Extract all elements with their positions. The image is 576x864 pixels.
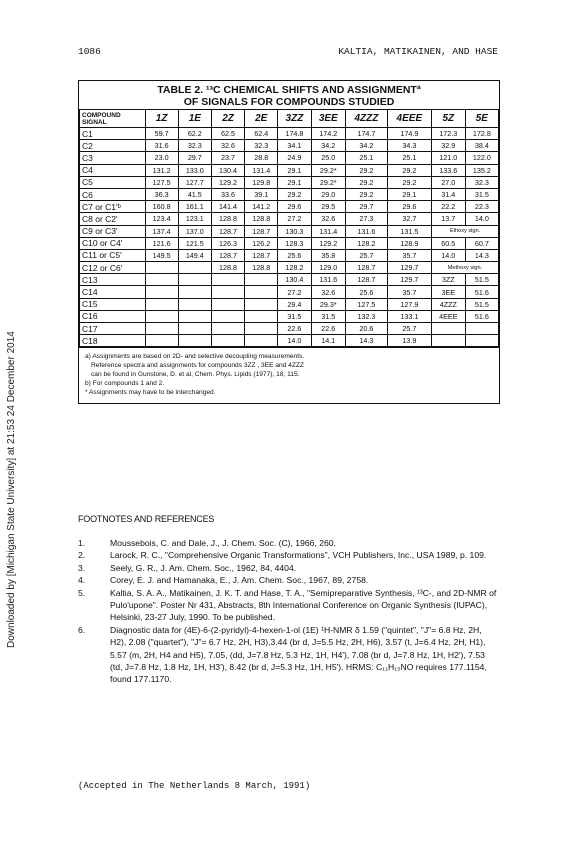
table-cell: 130.4 bbox=[278, 274, 311, 286]
table-cell: 35.7 bbox=[387, 249, 431, 261]
table-cell: 34.3 bbox=[387, 140, 431, 152]
reference-item bbox=[78, 624, 498, 686]
reference-item bbox=[78, 562, 498, 574]
reference-number: 1. bbox=[78, 538, 86, 548]
table-cell: 27.3 bbox=[346, 213, 388, 225]
table-cell bbox=[178, 298, 211, 310]
table-cell: 29.6 bbox=[387, 201, 431, 213]
table-title-line2: OF SIGNALS FOR COMPOUNDS STUDIED bbox=[183, 96, 395, 108]
table-row bbox=[80, 249, 499, 261]
table-cell: 122.0 bbox=[465, 152, 498, 164]
table-cell: 149.5 bbox=[145, 249, 178, 261]
table-cell: 131.6 bbox=[311, 274, 346, 286]
table-cell bbox=[145, 310, 178, 322]
column-header: 4EEE bbox=[387, 110, 431, 128]
table-cell: 131.2 bbox=[145, 164, 178, 176]
table-cell: 128.7 bbox=[245, 225, 278, 237]
table-cell: 29.1 bbox=[278, 176, 311, 188]
table-cell: 172.8 bbox=[465, 128, 498, 140]
reference-number: 4. bbox=[78, 575, 86, 586]
table-cell: 32.3 bbox=[178, 140, 211, 152]
table-cell: 29.6 bbox=[278, 201, 311, 213]
table-cell bbox=[178, 274, 211, 286]
table-cell: 123.1 bbox=[178, 213, 211, 225]
table-cell: 60.7 bbox=[465, 237, 498, 249]
table-cell: 128.2 bbox=[278, 262, 311, 274]
table-cell bbox=[211, 310, 244, 322]
table-cell: 36.3 bbox=[145, 188, 178, 200]
table-cell: 29.2* bbox=[311, 176, 346, 188]
table-cell: 3ZZ bbox=[431, 274, 465, 286]
table-cell: 22.6 bbox=[278, 323, 311, 335]
table-cell bbox=[145, 274, 178, 286]
table-cell: 39.1 bbox=[245, 188, 278, 200]
table-cell: 135.2 bbox=[465, 164, 498, 176]
corner-header bbox=[80, 110, 146, 128]
table-cell: 133.6 bbox=[431, 164, 465, 176]
signal-label: C18 bbox=[80, 335, 146, 347]
table-cell: 174.2 bbox=[311, 128, 346, 140]
table-cell: 131.5 bbox=[387, 225, 431, 237]
table-cell: 51.5 bbox=[465, 298, 498, 310]
table-cell bbox=[245, 335, 278, 347]
signal-label: C6 bbox=[80, 188, 146, 200]
signal-label: C12 or C6' bbox=[80, 262, 146, 274]
table-cell: 29.7 bbox=[178, 152, 211, 164]
column-header: 3ZZ bbox=[278, 110, 311, 128]
column-header: 3EE bbox=[311, 110, 346, 128]
reference-number: 6. bbox=[78, 624, 86, 635]
table-cell: 41.5 bbox=[178, 188, 211, 200]
table-cell: 126.2 bbox=[245, 237, 278, 249]
table-row bbox=[80, 310, 499, 322]
table-cell: 29.0 bbox=[311, 188, 346, 200]
table-cell: 128.7 bbox=[211, 225, 244, 237]
signal-label: C11 or C5' bbox=[80, 249, 146, 261]
table-cell: 123.4 bbox=[145, 213, 178, 225]
accepted-date: (Accepted in The Netherlands 8 March, 1991) bbox=[78, 781, 311, 791]
table-cell: 127.7 bbox=[178, 176, 211, 188]
column-header: 2E bbox=[245, 110, 278, 128]
table-cell: 29.1 bbox=[278, 164, 311, 176]
signal-label: C13 bbox=[80, 274, 146, 286]
table-cell: 14.0 bbox=[465, 213, 498, 225]
column-header: 5E bbox=[465, 110, 498, 128]
table-notes bbox=[79, 347, 499, 403]
signal-label: C1 bbox=[80, 128, 146, 140]
table-cell: 14.0 bbox=[431, 249, 465, 261]
table-row bbox=[80, 176, 499, 188]
reference-number: 2. bbox=[78, 550, 86, 561]
table-title-line1: TABLE 2. ¹³C CHEMICAL SHIFTS AND ASSIGNMENTª bbox=[157, 84, 421, 96]
signal-label: C14 bbox=[80, 286, 146, 298]
table-2 bbox=[78, 80, 500, 404]
table-cell: 31.4 bbox=[431, 188, 465, 200]
table-cell: 29.2* bbox=[311, 164, 346, 176]
table-cell: 141.4 bbox=[211, 201, 244, 213]
table-cell: 27.0 bbox=[431, 176, 465, 188]
table-cell: 128.8 bbox=[211, 213, 244, 225]
signal-label: C8 or C2' bbox=[80, 213, 146, 225]
table-cell: 131.6 bbox=[346, 225, 388, 237]
table-cell: 25.1 bbox=[387, 152, 431, 164]
table-row bbox=[80, 213, 499, 225]
reference-text: Kaltia, S. A. A., Matikainen, J. K. T. and Hase, T. A., "Semipreparative Synthesis, ¹³C-, and 2D-NMR of Pulo'upone". Poster Nr 431, Abstracts, 8th International Conference on Organic Synthesis (IUPAC), Helsinki, 23-27 July, 1990. To be published. bbox=[110, 587, 497, 623]
table-cell bbox=[211, 298, 244, 310]
table-cell: 62.4 bbox=[245, 128, 278, 140]
table-cell: 33.6 bbox=[211, 188, 244, 200]
column-header: 2Z bbox=[211, 110, 244, 128]
signal-label: C16 bbox=[80, 310, 146, 322]
table-cell: 137.4 bbox=[145, 225, 178, 237]
table-cell: 14.0 bbox=[278, 335, 311, 347]
table-body bbox=[80, 128, 499, 347]
table-cell: 32.9 bbox=[431, 140, 465, 152]
table-row bbox=[80, 286, 499, 298]
signal-label: C7 or C1'ᵇ bbox=[80, 201, 146, 213]
table-cell: 128.8 bbox=[245, 213, 278, 225]
table-cell: 62.5 bbox=[211, 128, 244, 140]
table-cell: 22.2 bbox=[431, 201, 465, 213]
table-cell: 130.4 bbox=[211, 164, 244, 176]
table-cell: 29.2 bbox=[346, 164, 388, 176]
table-cell: 27.2 bbox=[278, 213, 311, 225]
table-cell: 29.2 bbox=[387, 164, 431, 176]
table-cell bbox=[178, 262, 211, 274]
table-cell: 129.2 bbox=[311, 237, 346, 249]
table-cell bbox=[245, 310, 278, 322]
table-cell: 149.4 bbox=[178, 249, 211, 261]
table-cell: 51.6 bbox=[465, 286, 498, 298]
reference-text: Moussebois, C. and Dale, J., J. Chem. Soc. (C), 1966, 260. bbox=[110, 538, 336, 548]
corner-label-signal: SIGNAL bbox=[82, 118, 107, 126]
table-cell: 31.5 bbox=[311, 310, 346, 322]
column-header: 1E bbox=[178, 110, 211, 128]
table-row bbox=[80, 298, 499, 310]
column-header: 5Z bbox=[431, 110, 465, 128]
table-cell: 128.8 bbox=[245, 262, 278, 274]
table-cell: 4EEE bbox=[431, 310, 465, 322]
table-cell: 29.2 bbox=[346, 176, 388, 188]
table-cell: 32.6 bbox=[211, 140, 244, 152]
table-cell bbox=[178, 323, 211, 335]
reference-number: 5. bbox=[78, 587, 86, 598]
table-cell: 25.6 bbox=[278, 249, 311, 261]
table-cell: 29.7 bbox=[346, 201, 388, 213]
shifts-table bbox=[79, 109, 499, 347]
table-cell bbox=[211, 335, 244, 347]
table-cell bbox=[211, 323, 244, 335]
table-cell: 121.0 bbox=[431, 152, 465, 164]
table-row bbox=[80, 188, 499, 200]
table-cell bbox=[145, 298, 178, 310]
reference-number: 3. bbox=[78, 562, 86, 573]
column-header: 4ZZZ bbox=[346, 110, 388, 128]
note-a-line2: Reference spectra and assignments for compounds 3ZZ , 3EE and 4ZZZ bbox=[91, 362, 304, 370]
table-cell bbox=[431, 323, 465, 335]
table-cell: 25.1 bbox=[346, 152, 388, 164]
table-cell: 31.6 bbox=[145, 140, 178, 152]
table-cell: 3EE bbox=[431, 286, 465, 298]
table-cell: 22.3 bbox=[465, 201, 498, 213]
table-cell: 128.7 bbox=[346, 262, 388, 274]
references-list bbox=[78, 537, 498, 686]
table-cell: 128.2 bbox=[346, 237, 388, 249]
table-cell: 23.0 bbox=[145, 152, 178, 164]
table-cell: 131.4 bbox=[311, 225, 346, 237]
table-cell: 31.5 bbox=[465, 188, 498, 200]
note-a-line1: a) Assignments are based on 2D- and selective decoupling measurements. bbox=[85, 353, 305, 361]
table-cell: 38.4 bbox=[465, 140, 498, 152]
table-cell: 29.5 bbox=[311, 201, 346, 213]
table-cell: 127.5 bbox=[346, 298, 388, 310]
column-header: 1Z bbox=[145, 110, 178, 128]
table-row bbox=[80, 225, 499, 237]
corner-label-compound: COMPOUND bbox=[82, 111, 121, 119]
table-cell bbox=[245, 298, 278, 310]
note-star: * Assignments may have to be interchanged. bbox=[85, 389, 216, 397]
page-number: 1086 bbox=[78, 46, 101, 57]
reference-item bbox=[78, 587, 498, 624]
table-cell: 34.1 bbox=[278, 140, 311, 152]
table-cell: 160.8 bbox=[145, 201, 178, 213]
table-cell bbox=[145, 286, 178, 298]
table-cell: 29.2 bbox=[387, 176, 431, 188]
table-cell: 126.3 bbox=[211, 237, 244, 249]
table-cell: 174.7 bbox=[346, 128, 388, 140]
table-cell: 29.2 bbox=[278, 188, 311, 200]
table-cell: Methoxy sign. bbox=[431, 262, 498, 274]
table-cell: 13.9 bbox=[387, 335, 431, 347]
table-cell bbox=[245, 286, 278, 298]
table-cell: 129.8 bbox=[245, 176, 278, 188]
signal-label: C5 bbox=[80, 176, 146, 188]
table-cell: 129.7 bbox=[387, 274, 431, 286]
table-cell: 127.5 bbox=[145, 176, 178, 188]
table-cell bbox=[178, 310, 211, 322]
table-row bbox=[80, 152, 499, 164]
table-cell bbox=[178, 335, 211, 347]
table-cell: 29.3* bbox=[311, 298, 346, 310]
reference-text: Diagnostic data for (4E)-6-(2-pyridyl)-4-hexen-1-ol (1E) ¹H-NMR δ 1.59 ("quintet", "J"= 6.8 Hz, 2H, H2), 2.08 ("quartet"), "J"= 6.7 Hz, 2H, H3),3.44 (br d, J=5.5 Hz, 2H, H6), 3.57 (t, J=6.4 Hz, 2H, H1), 5.57 (m, 2H, H4 and H5), 7.05, (dd, J=7.8 Hz, 5.3 Hz, 1H, H4'), 7.08 (br d, J=7.8 Hz, 1H, H2'), 7.53 (td, J=7.8 Hz, 1.8 Hz, 1H, H3'), 8.42 (br d, J=5.3 Hz, 1H, H5'). HRMS: C₁₁H₁₅NO requires 177.1154, found 177.1170. bbox=[110, 624, 487, 685]
table-cell: 32.6 bbox=[311, 213, 346, 225]
table-cell bbox=[145, 323, 178, 335]
note-a-line3: can be found in Gunstone, D. et al, Chem. Phys. Lipids (1977), 18, 115. bbox=[91, 371, 300, 379]
table-row bbox=[80, 323, 499, 335]
note-b: b) For compounds 1 and 2. bbox=[85, 380, 165, 388]
table-cell: 161.1 bbox=[178, 201, 211, 213]
table-cell: 129.7 bbox=[387, 262, 431, 274]
table-cell bbox=[465, 335, 498, 347]
table-row bbox=[80, 201, 499, 213]
reference-text: Larock, R. C., "Comprehensive Organic Transformations", VCH Publishers, Inc., USA 1989, p. 109. bbox=[110, 550, 487, 561]
running-head: KALTIA, MATIKAINEN, AND HASE bbox=[338, 46, 498, 57]
table-title bbox=[79, 81, 499, 109]
table-row bbox=[80, 164, 499, 176]
signal-label: C4 bbox=[80, 164, 146, 176]
table-cell: 27.2 bbox=[278, 286, 311, 298]
table-cell bbox=[245, 274, 278, 286]
table-cell: 32.3 bbox=[465, 176, 498, 188]
table-cell: 137.0 bbox=[178, 225, 211, 237]
table-cell bbox=[145, 262, 178, 274]
table-cell: 29.4 bbox=[278, 298, 311, 310]
table-cell: 32.6 bbox=[311, 286, 346, 298]
table-cell: 130.3 bbox=[278, 225, 311, 237]
table-row bbox=[80, 262, 499, 274]
table-cell: 60.5 bbox=[431, 237, 465, 249]
table-cell: 133.0 bbox=[178, 164, 211, 176]
table-cell bbox=[245, 323, 278, 335]
table-cell: 62.2 bbox=[178, 128, 211, 140]
table-cell: 172.3 bbox=[431, 128, 465, 140]
table-cell: 25.6 bbox=[346, 286, 388, 298]
table-cell: 128.7 bbox=[245, 249, 278, 261]
reference-item bbox=[78, 574, 498, 586]
signal-label: C17 bbox=[80, 323, 146, 335]
table-cell: 128.7 bbox=[346, 274, 388, 286]
table-cell: 51.6 bbox=[465, 310, 498, 322]
table-cell: 25.7 bbox=[387, 323, 431, 335]
table-cell: 133.1 bbox=[387, 310, 431, 322]
table-cell: 14.1 bbox=[311, 335, 346, 347]
table-cell: 174.8 bbox=[278, 128, 311, 140]
reference-text: Seely, G. R., J. Am. Chem. Soc., 1962, 84, 4404. bbox=[110, 562, 297, 573]
table-cell: 28.8 bbox=[245, 152, 278, 164]
table-row bbox=[80, 335, 499, 347]
table-cell: 32.3 bbox=[245, 140, 278, 152]
table-cell: 29.1 bbox=[387, 188, 431, 200]
reference-text: Corey, E. J. and Hamanaka, E., J. Am. Chem. Soc., 1967, 89, 2758. bbox=[110, 575, 369, 586]
table-cell: 141.2 bbox=[245, 201, 278, 213]
signal-label: C15 bbox=[80, 298, 146, 310]
table-cell: 31.5 bbox=[278, 310, 311, 322]
table-cell bbox=[465, 323, 498, 335]
table-cell: 128.8 bbox=[211, 262, 244, 274]
table-cell: 34.2 bbox=[346, 140, 388, 152]
table-cell: 14.3 bbox=[346, 335, 388, 347]
table-cell: 35.7 bbox=[387, 286, 431, 298]
signal-label: C3 bbox=[80, 152, 146, 164]
table-cell: 22.6 bbox=[311, 323, 346, 335]
table-cell: Ethoxy sign. bbox=[431, 225, 498, 237]
table-cell: 129.0 bbox=[311, 262, 346, 274]
table-cell: 131.4 bbox=[245, 164, 278, 176]
table-row bbox=[80, 274, 499, 286]
table-cell: 20.6 bbox=[346, 323, 388, 335]
table-cell: 4ZZZ bbox=[431, 298, 465, 310]
table-cell: 59.7 bbox=[145, 128, 178, 140]
table-cell: 14.3 bbox=[465, 249, 498, 261]
table-header-row bbox=[80, 110, 499, 128]
table-cell: 174.9 bbox=[387, 128, 431, 140]
table-cell: 32.7 bbox=[387, 213, 431, 225]
table-cell: 25.7 bbox=[346, 249, 388, 261]
table-row bbox=[80, 140, 499, 152]
signal-label: C10 or C4' bbox=[80, 237, 146, 249]
refs-heading: FOOTNOTES AND REFERENCES bbox=[78, 514, 215, 524]
table-row bbox=[80, 128, 499, 140]
table-cell: 128.9 bbox=[387, 237, 431, 249]
table-cell: 13.7 bbox=[431, 213, 465, 225]
table-cell: 35.8 bbox=[311, 249, 346, 261]
table-cell: 29.2 bbox=[346, 188, 388, 200]
download-note: Downloaded by [Michigan State University] at 21:53 24 December 2014 bbox=[6, 331, 17, 648]
table-cell: 128.3 bbox=[278, 237, 311, 249]
table-row bbox=[80, 237, 499, 249]
reference-item bbox=[78, 549, 498, 561]
table-cell: 121.6 bbox=[145, 237, 178, 249]
table-cell bbox=[145, 335, 178, 347]
table-cell bbox=[431, 335, 465, 347]
table-cell: 23.7 bbox=[211, 152, 244, 164]
table-cell bbox=[211, 286, 244, 298]
table-cell bbox=[178, 286, 211, 298]
signal-label: C9 or C3' bbox=[80, 225, 146, 237]
table-cell: 51.5 bbox=[465, 274, 498, 286]
table-cell: 121.5 bbox=[178, 237, 211, 249]
table-cell: 128.7 bbox=[211, 249, 244, 261]
table-cell: 129.2 bbox=[211, 176, 244, 188]
table-cell: 127.9 bbox=[387, 298, 431, 310]
table-cell: 24.9 bbox=[278, 152, 311, 164]
table-cell: 132.3 bbox=[346, 310, 388, 322]
table-cell: 34.2 bbox=[311, 140, 346, 152]
table-cell bbox=[211, 274, 244, 286]
reference-item bbox=[78, 537, 498, 549]
table-cell: 25.0 bbox=[311, 152, 346, 164]
signal-label: C2 bbox=[80, 140, 146, 152]
